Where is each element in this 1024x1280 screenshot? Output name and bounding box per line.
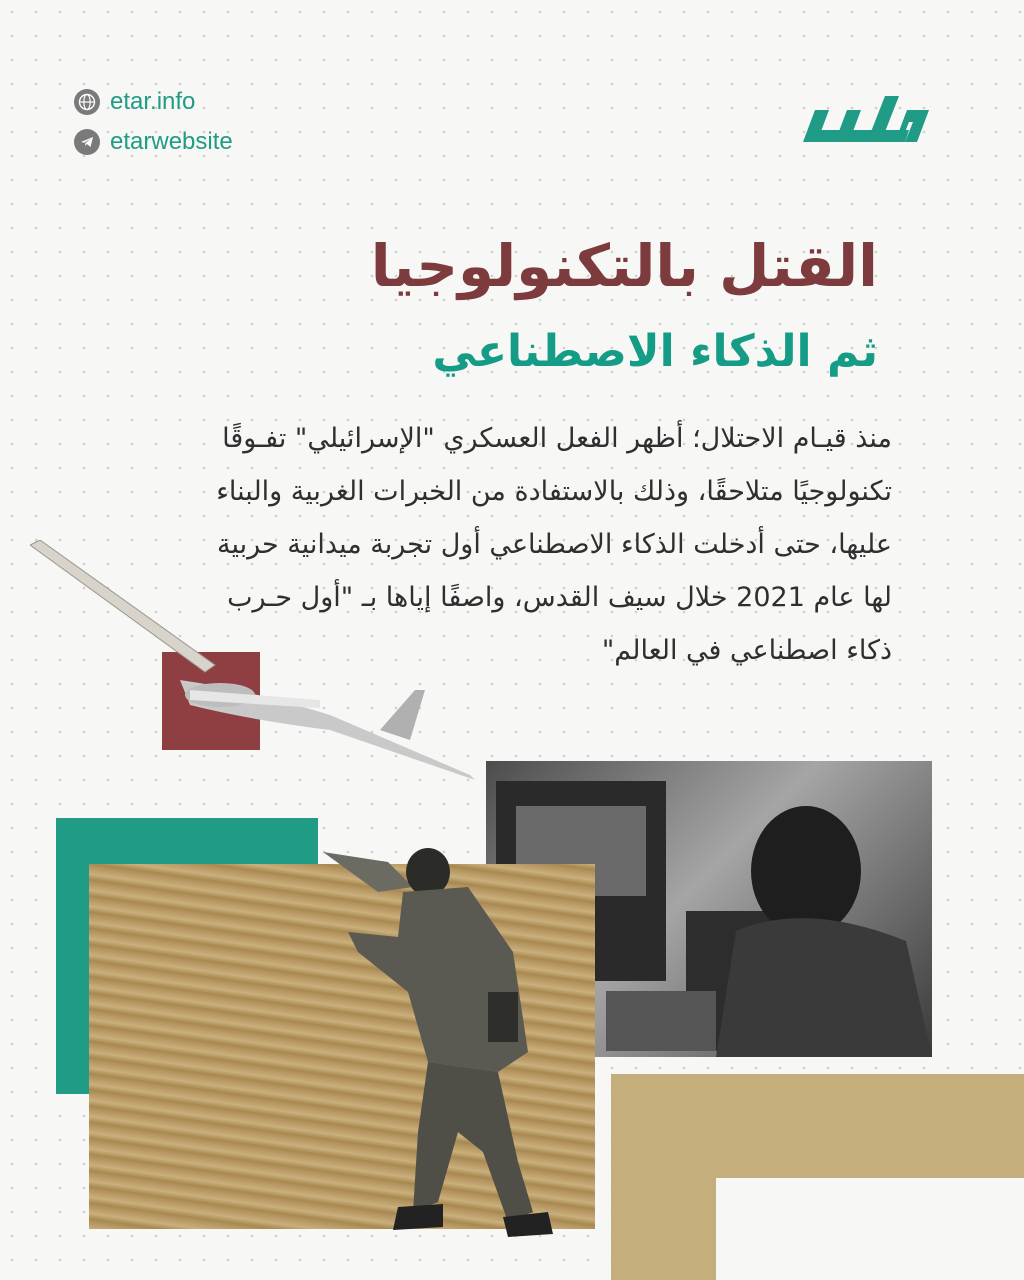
etar-logo (795, 92, 935, 144)
website-text: etar.info (110, 88, 196, 115)
telegram-text: etarwebsite (110, 128, 233, 155)
drone-image (30, 540, 500, 790)
body-line: ذكاء اصطناعي في العالم" (601, 635, 892, 666)
website-contact[interactable] (74, 88, 195, 116)
body-line: لها عام 2021 خلال سيف القدس، واصفًا إياها بـ "أول حـرب (227, 582, 892, 613)
telegram-icon (74, 129, 100, 155)
body-line: تكنولوجيًا متلاحقًا، وذلك بالاستفادة من الخبرات الغربية والبناء (216, 476, 892, 507)
headline-subtitle: ثم الذكاء الاصطناعي (432, 326, 878, 377)
telegram-contact[interactable] (74, 128, 233, 156)
gold-frame-cutout (716, 1178, 1024, 1280)
headline-title: القتل بالتكنولوجيا (370, 232, 878, 300)
body-line: عليها، حتى أدخلت الذكاء الاصطناعي أول تجربة ميدانية حربية (216, 529, 892, 560)
globe-icon (74, 89, 100, 115)
soldier-figure (318, 832, 608, 1242)
body-line: منذ قيـام الاحتلال؛ أظهر الفعل العسكري "الإسرائيلي" تفـوقًا (222, 423, 892, 454)
